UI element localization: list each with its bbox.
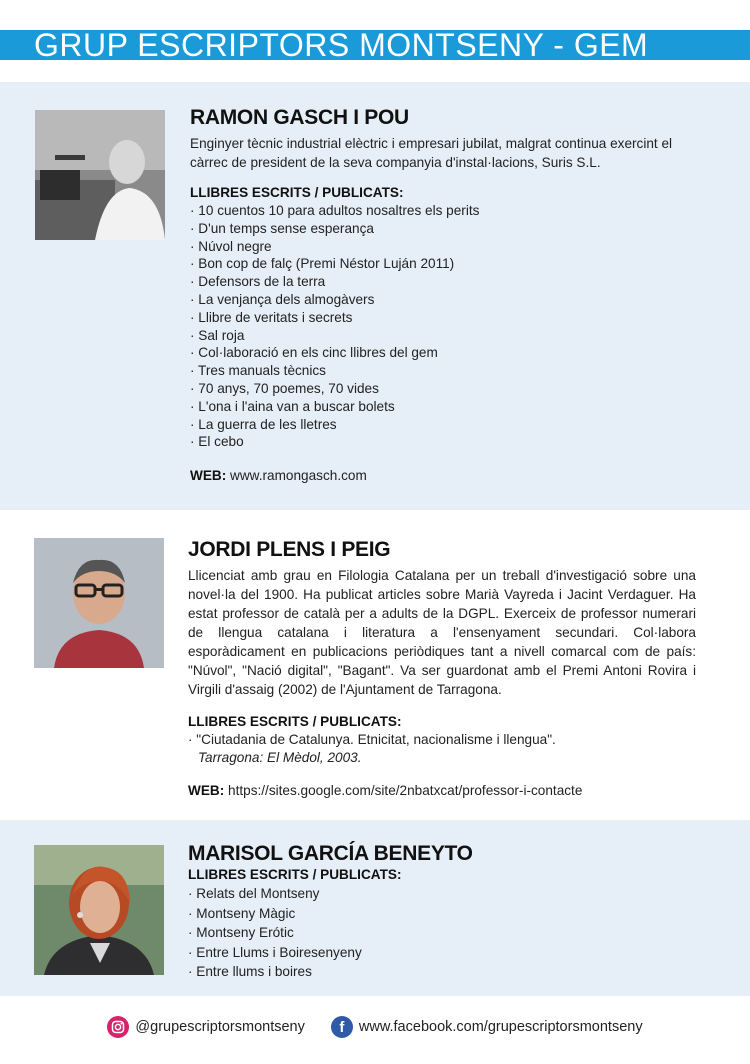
- list-item: · Núvol negre: [190, 238, 272, 254]
- web-link[interactable]: www.ramongasch.com: [230, 468, 367, 484]
- list-item: · Llibre de veritats i secrets: [190, 309, 353, 325]
- list-item: · La guerra de les lletres: [190, 416, 337, 432]
- books-label: LLIBRES ESCRITS / PUBLICATS:: [190, 185, 404, 200]
- facebook-url: www.facebook.com/grupescriptorsmontseny: [358, 1019, 643, 1035]
- author-name: MARISOL GARCÍA BENEYTO: [188, 842, 473, 865]
- list-item: · Relats del Montseny: [188, 886, 320, 901]
- list-item: · Defensors de la terra: [190, 274, 326, 290]
- book-list: [188, 731, 696, 749]
- page-header: [0, 30, 750, 60]
- author-content-ramon: [190, 106, 712, 485]
- list-item: · Montseny Màgic: [188, 905, 296, 921]
- facebook-link[interactable]: [331, 1016, 643, 1038]
- list-item: · D'un temps sense esperança: [190, 220, 374, 236]
- author-section-marisol: [0, 820, 750, 996]
- web-label: WEB:: [188, 782, 225, 798]
- web-link[interactable]: https://sites.google.com/site/2nbatxcat/professor-i-contacte: [228, 782, 583, 798]
- author-section-ramon: [0, 82, 750, 510]
- author-content-jordi: [188, 538, 696, 800]
- author-photo-ramon: [35, 110, 165, 240]
- book-list: [188, 884, 708, 982]
- author-bio: Llicenciat amb grau en Filologia Catalana per un treball d'investigació sobre una novel·la del 1900. Ha publicat articles sobre Marià Vayreda i Jacint Verdaguer. Ha estat professor de català per a adults de la DGPL. Exerceix de professor numerari de llengua catalana i literatura a l'ensenyament secundari. Col·labora esporàdicament en publicacions periòdiques tant a nivell comarcal com de país: "Núvol", "Nació digital", "Bagant". Va ser guardonat amb el Premi Antoni Rovira i Virgili d'assaig (2002) de l'Ajuntament de Tarragona.: [188, 568, 696, 697]
- list-item: · Tres manuals tècnics: [190, 363, 326, 379]
- book-publisher: Tarragona: El Mèdol, 2003.: [198, 749, 362, 765]
- list-item: · Bon cop de falç (Premi Néstor Luján 2011): [190, 256, 455, 272]
- list-item: · 10 cuentos 10 para adultos nosaltres els perits: [190, 203, 480, 218]
- facebook-icon: f: [331, 1016, 353, 1038]
- author-photo-marisol: [34, 845, 164, 975]
- list-item: · La venjança dels almogàvers: [190, 291, 375, 307]
- author-content-marisol: [188, 842, 708, 982]
- list-item: · L'ona i l'aina van a buscar bolets: [190, 398, 395, 414]
- author-web: [190, 467, 712, 485]
- books-label: LLIBRES ESCRITS / PUBLICATS:: [188, 714, 402, 729]
- author-name: JORDI PLENS I PEIG: [188, 538, 391, 561]
- books-label: LLIBRES ESCRITS / PUBLICATS:: [188, 867, 402, 882]
- page-footer: [0, 1010, 750, 1044]
- list-item: · 70 anys, 70 poemes, 70 vides: [190, 380, 379, 396]
- list-item: · Col·laboració en els cinc llibres del gem: [190, 345, 438, 361]
- instagram-link[interactable]: [107, 1016, 304, 1038]
- list-item: · Montseny Erótic: [188, 925, 294, 940]
- list-item: · El cebo: [190, 434, 244, 450]
- list-item: · Sal roja: [190, 327, 245, 343]
- list-item: · Entre Llums i Boiresenyeny: [188, 944, 362, 960]
- author-photo-jordi: [34, 538, 164, 668]
- header-title: GRUP ESCRIPTORS MONTSENY - GEM: [34, 30, 649, 60]
- web-label: WEB:: [190, 468, 227, 484]
- list-item: · "Ciutadania de Catalunya. Etnicitat, nacionalisme i llengua".: [188, 732, 556, 747]
- author-web: [188, 782, 696, 800]
- author-name: RAMON GASCH I POU: [190, 106, 409, 129]
- list-item: · Entre llums i boires: [188, 964, 312, 979]
- instagram-icon: [107, 1016, 129, 1038]
- book-list: [190, 202, 712, 451]
- author-bio: Enginyer tècnic industrial elèctric i empresari jubilat, malgrat continua exercint el càrrec de president de la seva companyia d'instal·lacions, Suris S.L.: [190, 136, 673, 170]
- author-section-jordi: [0, 510, 750, 818]
- instagram-handle: @grupescriptorsmontseny: [135, 1019, 305, 1035]
